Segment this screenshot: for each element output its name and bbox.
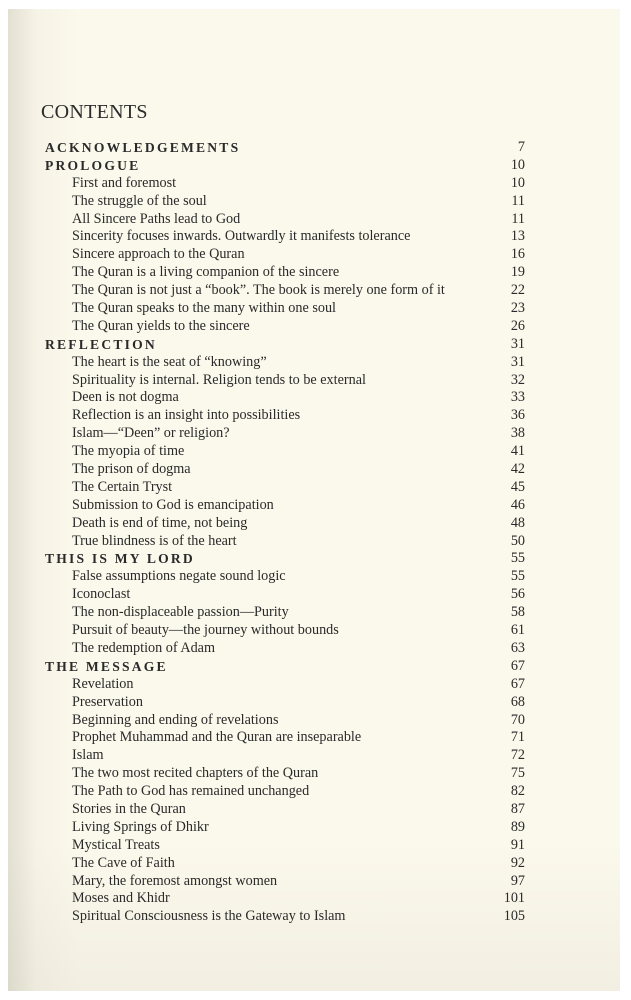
- page-number: 13: [510, 228, 525, 245]
- page-number: 70: [510, 711, 525, 728]
- page-number: 42: [510, 461, 525, 478]
- toc-entry: [45, 604, 525, 622]
- toc-entry: [45, 819, 525, 837]
- entry-title: Revelation: [72, 675, 134, 692]
- entry-title: Living Springs of Dhikr: [72, 818, 209, 835]
- toc-entry: [45, 586, 525, 604]
- entry-title: The myopia of time: [72, 443, 185, 460]
- page-number: 48: [510, 514, 525, 531]
- page-number: 63: [510, 639, 525, 656]
- toc-entry: [45, 461, 525, 479]
- page-number: 67: [510, 675, 525, 692]
- entry-title: Mary, the foremost amongst women: [72, 872, 278, 889]
- page-number: 97: [510, 872, 525, 889]
- entry-title: The heart is the seat of “knowing”: [72, 353, 267, 370]
- page-number: 87: [510, 800, 525, 817]
- entry-title: THIS IS MY LORD: [45, 551, 195, 567]
- toc-section: [45, 157, 525, 175]
- toc-entry: [45, 389, 525, 407]
- page-number: 67: [510, 657, 525, 674]
- toc-entry: [45, 193, 525, 211]
- toc-entry: [45, 211, 525, 229]
- entry-title: The struggle of the soul: [72, 192, 207, 209]
- page-number: 36: [510, 407, 525, 424]
- toc-entry: [45, 765, 525, 783]
- page-number: 71: [510, 729, 525, 746]
- toc-section: [45, 550, 525, 568]
- entry-title: Iconoclast: [72, 586, 131, 603]
- page-number: 55: [510, 550, 525, 567]
- page-number: 72: [510, 747, 525, 764]
- toc-entry: [45, 354, 525, 372]
- page-number: 46: [510, 496, 525, 513]
- entry-title: Islam—“Deen” or religion?: [72, 425, 230, 442]
- toc-section: [45, 658, 525, 676]
- toc-entry: [45, 568, 525, 586]
- page-number: 19: [510, 264, 525, 281]
- page-number: 61: [510, 622, 525, 639]
- book-page: [8, 9, 620, 991]
- entry-title: THE MESSAGE: [45, 658, 168, 674]
- toc-entry: [45, 175, 525, 193]
- entry-title: Preservation: [72, 693, 143, 710]
- entry-title: ACKNOWLEDGEMENTS: [45, 140, 241, 155]
- entry-title: The prison of dogma: [72, 461, 191, 478]
- entry-title: The Quran speaks to the many within one soul: [72, 300, 336, 317]
- page-number: 82: [510, 783, 525, 800]
- page-number: 16: [510, 246, 525, 263]
- toc-entry: [45, 712, 525, 730]
- table-of-contents: [45, 139, 525, 926]
- toc-entry: [45, 676, 525, 694]
- entry-title: Prophet Muhammad and the Quran are inseparable: [72, 729, 362, 746]
- page-number: 101: [503, 890, 525, 907]
- page-number: 22: [510, 282, 525, 299]
- page-number: 23: [510, 300, 525, 317]
- toc-entry: [45, 318, 525, 336]
- entry-title: Mystical Treats: [72, 836, 160, 853]
- entry-title: Reflection is an insight into possibilities: [72, 407, 301, 424]
- toc-entry: [45, 515, 525, 533]
- toc-entry: [45, 425, 525, 443]
- toc-entry: [45, 264, 525, 282]
- entry-title: Death is end of time, not being: [72, 514, 248, 531]
- entry-title: The non-displaceable passion—Purity: [72, 604, 289, 621]
- entry-title: The two most recited chapters of the Quran: [72, 765, 319, 782]
- entry-title: Spirituality is internal. Religion tends to be external: [72, 371, 366, 388]
- entry-title: First and foremost: [72, 174, 177, 191]
- entry-title: PROLOGUE: [45, 157, 141, 173]
- page-number: 58: [510, 604, 525, 621]
- toc-entry: [45, 837, 525, 855]
- entry-title: True blindness is of the heart: [72, 532, 237, 549]
- entry-title: The Path to God has remained unchanged: [72, 783, 310, 800]
- toc-entry: [45, 908, 525, 926]
- entry-title: Submission to God is emancipation: [72, 496, 274, 513]
- page-number: 11: [511, 210, 525, 227]
- toc-entry: [45, 407, 525, 425]
- toc-section: [45, 336, 525, 354]
- toc-entry: [45, 729, 525, 747]
- page-number: 75: [510, 765, 525, 782]
- page-number: 31: [510, 335, 525, 352]
- entry-title: The Quran is not just a “book”. The book is merely one form of it: [72, 282, 445, 299]
- entry-title: Beginning and ending of revelations: [72, 711, 279, 728]
- page-number: 56: [510, 586, 525, 603]
- page-number: 68: [510, 693, 525, 710]
- page-number: 41: [510, 443, 525, 460]
- page-number: 55: [510, 568, 525, 585]
- toc-entry: [45, 443, 525, 461]
- toc-entry: [45, 873, 525, 891]
- entry-title: Deen is not dogma: [72, 389, 179, 406]
- page-number: 10: [510, 174, 525, 191]
- toc-entry: [45, 228, 525, 246]
- page-number: 38: [510, 425, 525, 442]
- toc-entry: [45, 747, 525, 765]
- page-number: 92: [510, 854, 525, 871]
- page-number: 105: [503, 908, 525, 925]
- toc-entry: [45, 300, 525, 318]
- toc-entry: [45, 783, 525, 801]
- entry-title: The Quran yields to the sincere: [72, 317, 250, 334]
- page-number: 31: [510, 353, 525, 370]
- toc-entry: [45, 479, 525, 497]
- toc-entry: [45, 497, 525, 515]
- entry-title: Stories in the Quran: [72, 800, 186, 817]
- page-number: 91: [510, 836, 525, 853]
- entry-title: The Quran is a living companion of the sincere: [72, 264, 340, 281]
- page-number: 26: [510, 317, 525, 334]
- page-number: 7: [517, 139, 525, 155]
- toc-entry: [45, 533, 525, 551]
- toc-entry: [45, 890, 525, 908]
- toc-entry: [45, 246, 525, 264]
- toc-entry: [45, 372, 525, 390]
- entry-title: Pursuit of beauty—the journey without bounds: [72, 622, 339, 639]
- entry-title: All Sincere Paths lead to God: [72, 210, 241, 227]
- page-number: 89: [510, 818, 525, 835]
- toc-entry: [45, 801, 525, 819]
- entry-title: Moses and Khidr: [72, 890, 170, 907]
- entry-title: REFLECTION: [45, 336, 157, 352]
- page-title: CONTENTS: [41, 101, 148, 123]
- entry-title: Sincerity focuses inwards. Outwardly it manifests tolerance: [72, 228, 411, 245]
- page-number: 33: [510, 389, 525, 406]
- toc-entry: [45, 640, 525, 658]
- toc-entry: [45, 855, 525, 873]
- page-number: 10: [510, 156, 525, 173]
- entry-title: Spiritual Consciousness is the Gateway to Islam: [72, 908, 346, 925]
- entry-title: Islam: [72, 747, 104, 764]
- page-number: 50: [510, 532, 525, 549]
- page-number: 11: [511, 192, 525, 209]
- toc-entry: [45, 694, 525, 712]
- toc-entry: [45, 622, 525, 640]
- entry-title: The Cave of Faith: [72, 854, 175, 871]
- entry-title: The redemption of Adam: [72, 639, 216, 656]
- page-number: 32: [510, 371, 525, 388]
- toc-section: [45, 139, 525, 157]
- page-number: 45: [510, 478, 525, 495]
- toc-entry: [45, 282, 525, 300]
- entry-title: False assumptions negate sound logic: [72, 568, 286, 585]
- entry-title: Sincere approach to the Quran: [72, 246, 245, 263]
- entry-title: The Certain Tryst: [72, 478, 173, 495]
